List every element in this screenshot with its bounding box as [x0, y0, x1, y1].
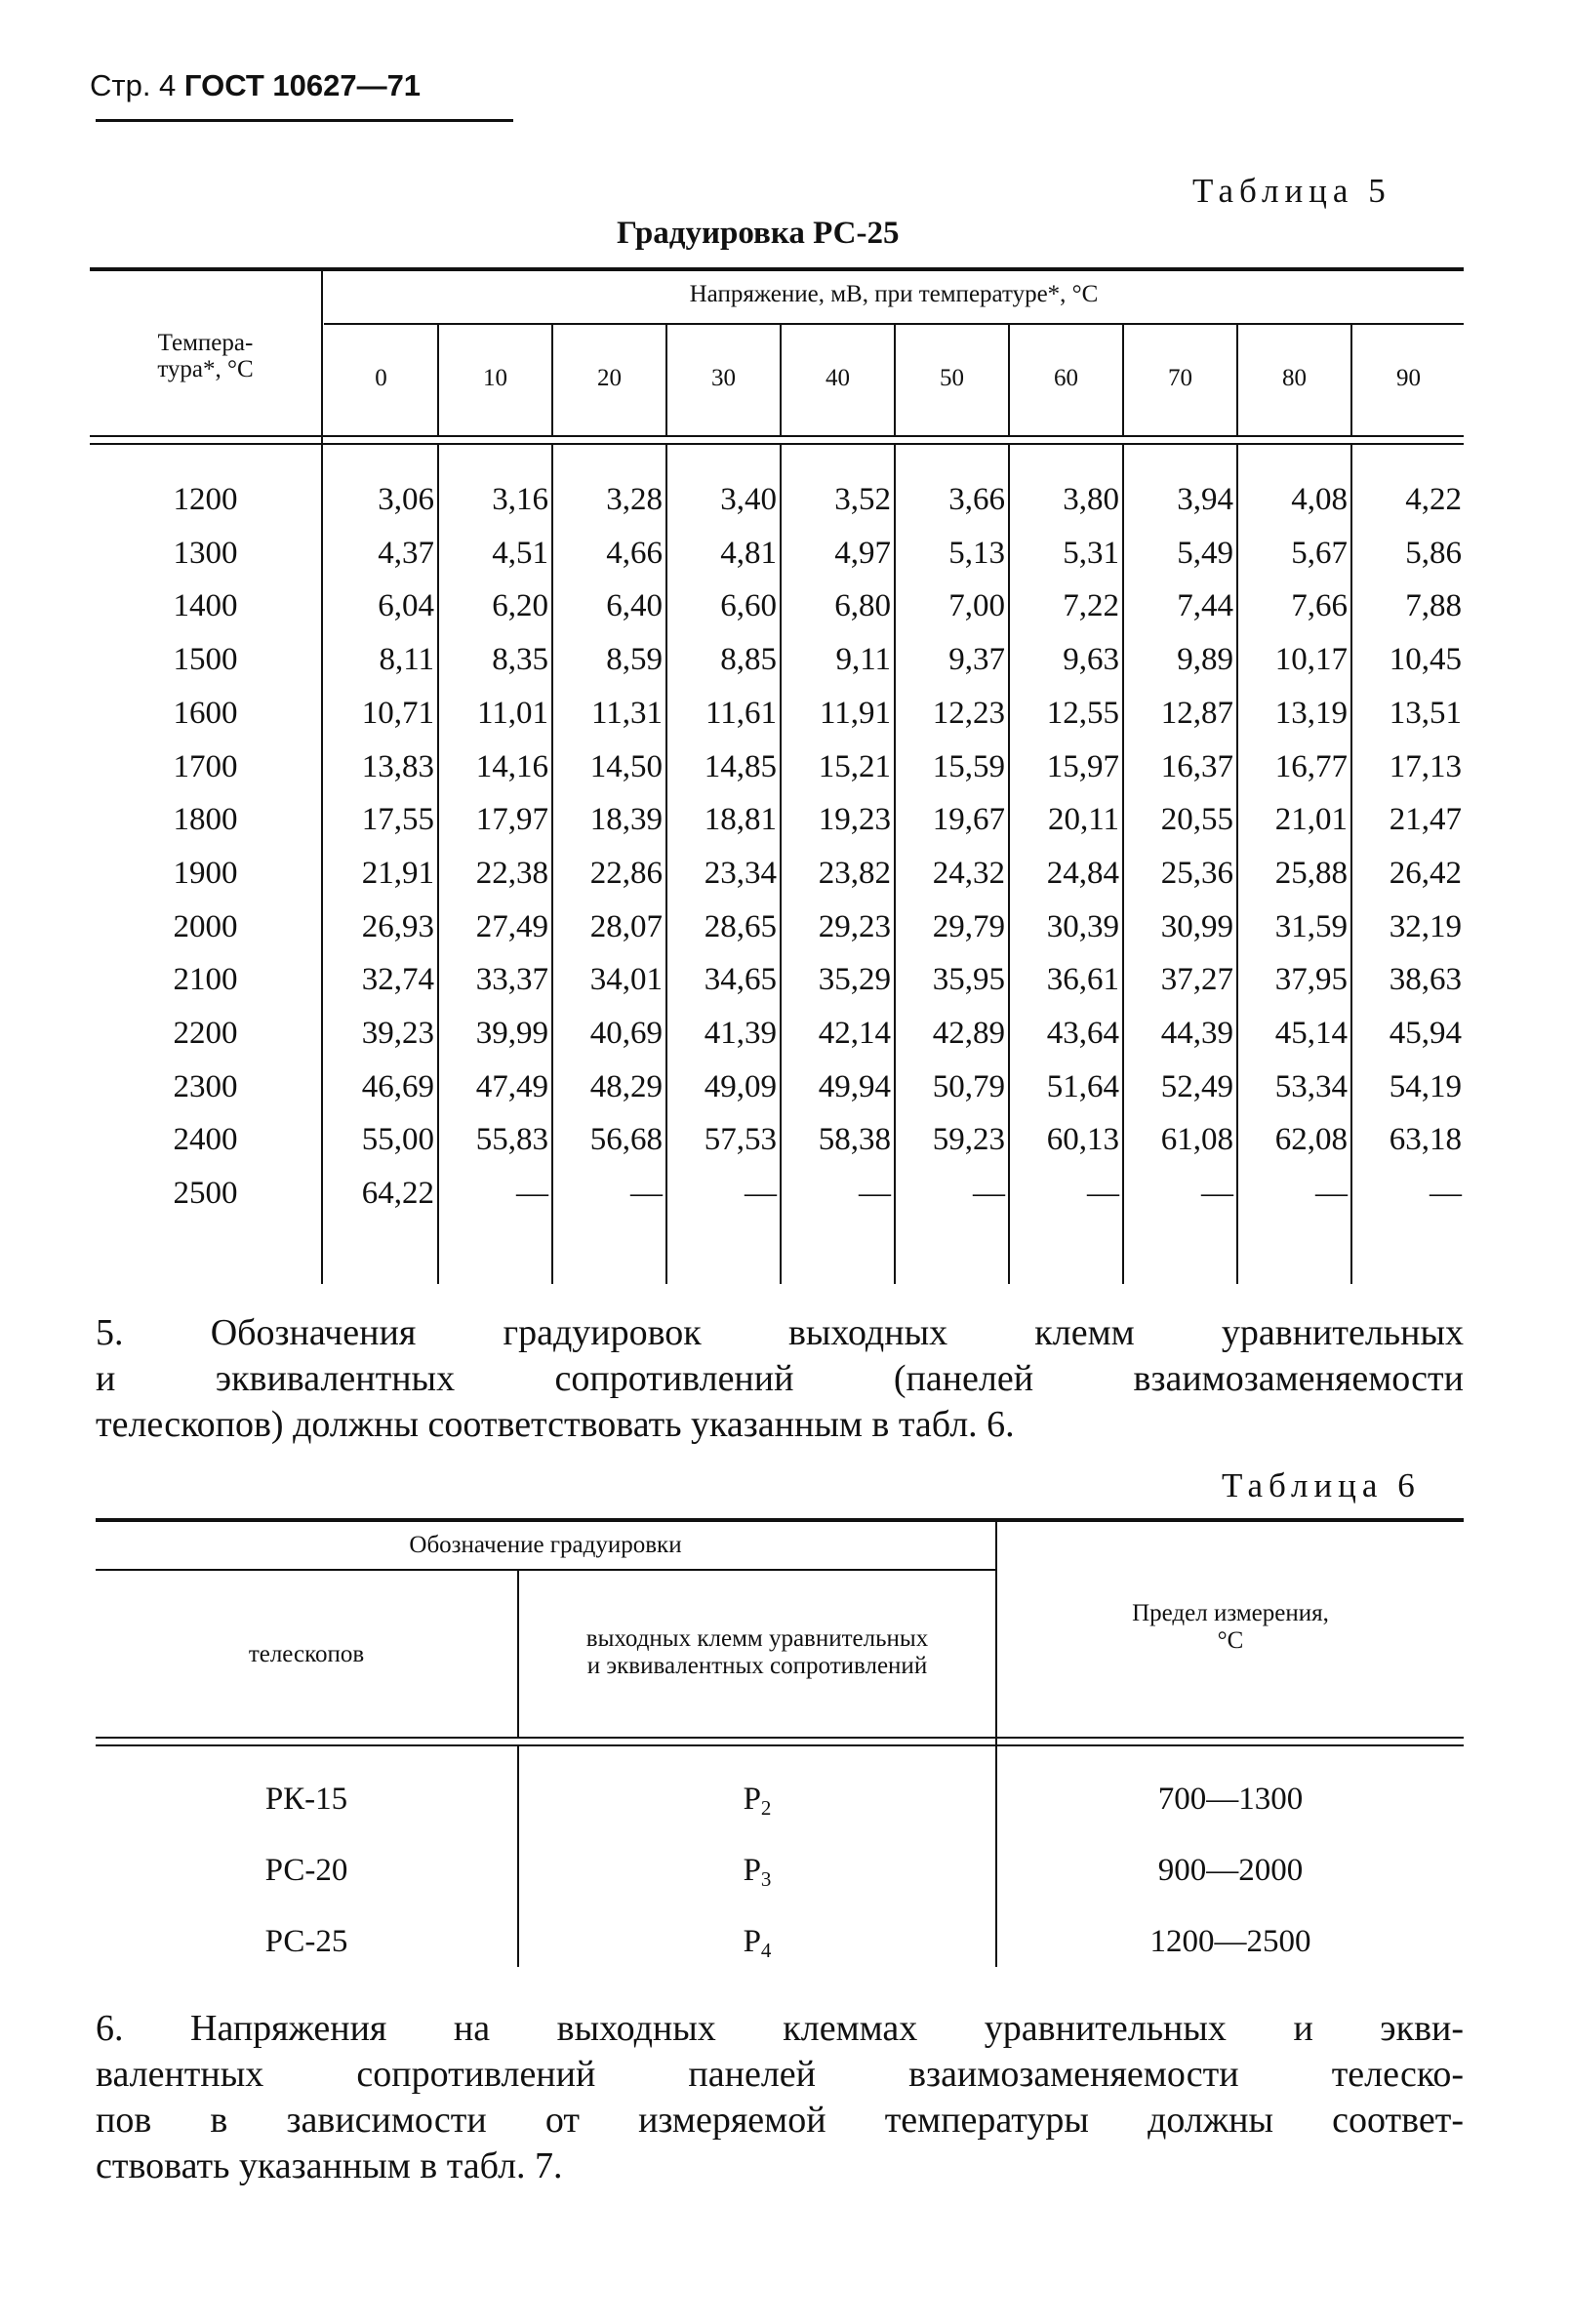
- voltage-cell: 35,95: [932, 962, 1005, 998]
- voltage-cell: 6,80: [834, 588, 891, 624]
- table5-top-rule: [90, 267, 1464, 271]
- voltage-cell: 13,19: [1274, 695, 1348, 731]
- temperature-cell: 1800: [173, 802, 238, 838]
- voltage-cell: 15,21: [818, 748, 891, 784]
- voltage-cell: —: [745, 1176, 777, 1212]
- voltage-cell: 36,61: [1046, 962, 1119, 998]
- voltage-cell: 35,29: [818, 962, 891, 998]
- telescope-cell: РК-15: [264, 1782, 348, 1817]
- voltage-cell: 42,14: [818, 1016, 891, 1051]
- voltage-cell: 14,85: [704, 748, 777, 784]
- voltage-cell: 5,31: [1063, 535, 1119, 571]
- page-header: [90, 68, 421, 103]
- voltage-cell: 14,50: [589, 748, 663, 784]
- voltage-cell: 46,69: [361, 1068, 434, 1104]
- voltage-cell: 24,32: [932, 855, 1005, 891]
- voltage-cell: 21,91: [361, 855, 434, 891]
- temperature-cell: 2200: [173, 1016, 238, 1051]
- paragraph-line: 6. Напряжения на выходных клеммах уравнительных и экви-: [96, 2008, 1464, 2049]
- voltage-cell: 10,17: [1274, 642, 1348, 678]
- voltage-cell: 29,23: [818, 908, 891, 944]
- voltage-cell: 25,36: [1160, 855, 1233, 891]
- voltage-cell: 25,88: [1274, 855, 1348, 891]
- table6-caption: Таблица 6: [1222, 1466, 1421, 1504]
- voltage-cell: —: [973, 1176, 1005, 1212]
- table6-top-rule: [96, 1518, 1464, 1522]
- voltage-cell: 11,91: [819, 695, 891, 731]
- voltage-cell: 50,79: [932, 1068, 1005, 1104]
- paragraph-line: валентных сопротивлений панелей взаимозаменяемости телеско-: [96, 2054, 1464, 2095]
- voltage-cell: 17,13: [1389, 748, 1462, 784]
- voltage-cell: 7,00: [948, 588, 1005, 624]
- temperature-cell: 1600: [173, 695, 238, 731]
- voltage-cell: 51,64: [1046, 1068, 1119, 1104]
- grading-symbol-cell: [519, 1922, 995, 1970]
- voltage-cell: 44,39: [1160, 1016, 1233, 1051]
- voltage-cell: 3,52: [834, 482, 891, 517]
- temperature-cell: 2400: [173, 1122, 238, 1158]
- grading-index: 2: [760, 1796, 772, 1820]
- voltage-cell: 4,37: [378, 535, 434, 571]
- voltage-cell: 45,94: [1389, 1016, 1462, 1051]
- table6-col-terminals: [519, 1625, 995, 1680]
- col-header-line: выходных клемм уравнительных: [585, 1625, 929, 1652]
- voltage-cell: 10,71: [361, 695, 434, 731]
- voltage-cell: 22,38: [475, 855, 548, 891]
- voltage-cell: 59,23: [932, 1122, 1005, 1158]
- voltage-cell: 26,93: [361, 908, 434, 944]
- temperature-cell: 2100: [173, 962, 238, 998]
- table6: [96, 1518, 1464, 1967]
- voltage-cell: 13,51: [1389, 695, 1462, 731]
- table5-super-header: Напряжение, мВ, при температуре*, °С: [689, 281, 1099, 307]
- voltage-cell: 12,87: [1160, 695, 1233, 731]
- voltage-cell: 9,89: [1177, 642, 1233, 678]
- table6-header-double-rule: [96, 1737, 1464, 1739]
- table6-header-double-rule: [96, 1744, 1464, 1746]
- voltage-cell: 33,37: [475, 962, 548, 998]
- voltage-cell: 12,23: [932, 695, 1005, 731]
- voltage-cell: 7,66: [1291, 588, 1348, 624]
- voltage-cell: 40,69: [589, 1016, 663, 1051]
- voltage-cell: 28,07: [589, 908, 663, 944]
- table6-group-rule: [96, 1569, 995, 1571]
- grading-symbol-cell: [519, 1851, 995, 1899]
- voltage-cell: 31,59: [1274, 908, 1348, 944]
- voltage-cell: 3,94: [1177, 482, 1233, 517]
- voltage-cell: 62,08: [1274, 1122, 1348, 1158]
- voltage-cell: 3,66: [948, 482, 1005, 517]
- paragraph-5: [96, 1310, 1464, 1448]
- voltage-cell: 6,40: [606, 588, 663, 624]
- temperature-cell: 1200: [173, 482, 238, 517]
- voltage-cell: 13,83: [361, 748, 434, 784]
- paragraph-6: [96, 2006, 1464, 2189]
- voltage-cell: 16,77: [1274, 748, 1348, 784]
- voltage-cell: 7,44: [1177, 588, 1233, 624]
- col-header-line: и эквивалентных сопротивлений: [586, 1653, 928, 1679]
- voltage-cell: 48,29: [589, 1068, 663, 1104]
- voltage-cell: 5,67: [1291, 535, 1348, 571]
- voltage-cell: 8,11: [379, 642, 434, 678]
- voltage-cell: 39,23: [361, 1016, 434, 1051]
- voltage-cell: 23,34: [704, 855, 777, 891]
- voltage-cell: 14,16: [475, 748, 548, 784]
- voltage-cell: 63,18: [1389, 1122, 1462, 1158]
- voltage-cell: 4,08: [1291, 482, 1348, 517]
- voltage-cell: 5,86: [1405, 535, 1462, 571]
- voltage-cell: 32,74: [361, 962, 434, 998]
- table6-group-header: Обозначение градуировки: [409, 1532, 682, 1558]
- voltage-cell: 10,45: [1389, 642, 1462, 678]
- voltage-cell: 8,35: [492, 642, 548, 678]
- voltage-cell: 4,51: [492, 535, 548, 571]
- voltage-cell: —: [1430, 1176, 1462, 1212]
- paragraph-line: пов в зависимости от измеряемой температуры должны соответ-: [96, 2100, 1464, 2141]
- table6-col-range: [997, 1600, 1464, 1655]
- voltage-cell: 45,14: [1274, 1016, 1348, 1051]
- voltage-cell: —: [859, 1176, 891, 1212]
- voltage-cell: 49,94: [818, 1068, 891, 1104]
- table5-column-header: 30: [711, 365, 736, 391]
- range-cell: 1200—2500: [1149, 1924, 1311, 1959]
- voltage-cell: 9,11: [835, 642, 891, 678]
- voltage-cell: 7,88: [1405, 588, 1462, 624]
- temperature-cell: 2500: [173, 1176, 238, 1212]
- voltage-cell: 20,55: [1160, 802, 1233, 838]
- voltage-cell: 3,80: [1063, 482, 1119, 517]
- voltage-cell: 19,23: [818, 802, 891, 838]
- table5-column-header: 70: [1168, 365, 1192, 391]
- voltage-cell: 22,86: [589, 855, 663, 891]
- grading-letter: Р: [743, 1782, 761, 1817]
- voltage-cell: 42,89: [932, 1016, 1005, 1051]
- voltage-cell: —: [516, 1176, 548, 1212]
- voltage-cell: 60,13: [1046, 1122, 1119, 1158]
- temperature-cell: 2000: [173, 908, 238, 944]
- temperature-cell: 1300: [173, 535, 238, 571]
- telescope-cell: РС-20: [264, 1853, 348, 1888]
- voltage-cell: 24,84: [1046, 855, 1119, 891]
- voltage-cell: 15,59: [932, 748, 1005, 784]
- voltage-cell: 3,06: [378, 482, 434, 517]
- voltage-cell: 16,37: [1160, 748, 1233, 784]
- voltage-cell: 29,79: [932, 908, 1005, 944]
- table5-column-header: 0: [375, 365, 387, 391]
- col-header-line: °С: [1217, 1627, 1244, 1654]
- voltage-cell: 32,19: [1389, 908, 1462, 944]
- voltage-cell: 18,39: [589, 802, 663, 838]
- voltage-cell: 30,99: [1160, 908, 1233, 944]
- temperature-cell: 1500: [173, 642, 238, 678]
- table5-caption: Таблица 5: [1192, 172, 1391, 210]
- grading-index: 3: [760, 1867, 772, 1891]
- voltage-cell: 37,95: [1274, 962, 1348, 998]
- voltage-cell: —: [1315, 1176, 1348, 1212]
- voltage-cell: 34,01: [589, 962, 663, 998]
- voltage-cell: 4,22: [1405, 482, 1462, 517]
- voltage-cell: 11,31: [590, 695, 663, 731]
- voltage-cell: 3,28: [606, 482, 663, 517]
- voltage-cell: 7,22: [1063, 588, 1119, 624]
- voltage-cell: 4,97: [834, 535, 891, 571]
- voltage-cell: 17,97: [475, 802, 548, 838]
- voltage-cell: 5,13: [948, 535, 1005, 571]
- voltage-cell: 38,63: [1389, 962, 1462, 998]
- grading-letter: Р: [743, 1924, 761, 1959]
- voltage-cell: 11,61: [705, 695, 777, 731]
- voltage-cell: 61,08: [1160, 1122, 1233, 1158]
- temperature-cell: 1900: [173, 855, 238, 891]
- table6-column-divider: [995, 1518, 997, 1967]
- voltage-cell: 53,34: [1274, 1068, 1348, 1104]
- voltage-cell: 3,40: [720, 482, 777, 517]
- range-cell: 700—1300: [1157, 1782, 1304, 1817]
- voltage-cell: 4,66: [606, 535, 663, 571]
- table5-column-header: 20: [597, 365, 622, 391]
- grading-index: 4: [760, 1939, 772, 1962]
- voltage-cell: 9,37: [948, 642, 1005, 678]
- voltage-cell: 52,49: [1160, 1068, 1233, 1104]
- voltage-cell: —: [1087, 1176, 1119, 1212]
- voltage-cell: 8,85: [720, 642, 777, 678]
- table5: [90, 267, 1464, 1284]
- voltage-cell: 9,63: [1063, 642, 1119, 678]
- voltage-cell: 58,38: [818, 1122, 891, 1158]
- voltage-cell: 6,04: [378, 588, 434, 624]
- temperature-cell: 1400: [173, 588, 238, 624]
- voltage-cell: 57,53: [704, 1122, 777, 1158]
- voltage-cell: 26,42: [1389, 855, 1462, 891]
- voltage-cell: 23,82: [818, 855, 891, 891]
- voltage-cell: 8,59: [606, 642, 663, 678]
- voltage-cell: 15,97: [1046, 748, 1119, 784]
- paragraph-line: телескопов) должны соответствовать указанным в табл. 6.: [96, 1404, 1015, 1445]
- voltage-cell: 55,83: [475, 1122, 548, 1158]
- voltage-cell: 17,55: [361, 802, 434, 838]
- voltage-cell: 19,67: [932, 802, 1005, 838]
- voltage-cell: 49,09: [704, 1068, 777, 1104]
- temperature-cell: 1700: [173, 748, 238, 784]
- table5-column-header: 80: [1282, 365, 1307, 391]
- voltage-cell: 34,65: [704, 962, 777, 998]
- voltage-cell: 64,22: [361, 1176, 434, 1212]
- table5-header-double-rule: [90, 443, 1464, 445]
- table5-column-header: 40: [826, 365, 850, 391]
- voltage-cell: 30,39: [1046, 908, 1119, 944]
- table5-column-divider: [321, 267, 323, 1284]
- voltage-cell: 47,49: [475, 1068, 548, 1104]
- table5-header-double-rule: [90, 435, 1464, 437]
- voltage-cell: 11,01: [476, 695, 548, 731]
- voltage-cell: 56,68: [589, 1122, 663, 1158]
- grading-symbol-cell: [519, 1780, 995, 1827]
- table5-corner-header: [90, 330, 321, 382]
- corner-header-line: Темпера-: [157, 330, 254, 356]
- paragraph-line: и эквивалентных сопротивлений (панелей взаимозаменяемости: [96, 1358, 1464, 1399]
- voltage-cell: 5,49: [1177, 535, 1233, 571]
- voltage-cell: 6,60: [720, 588, 777, 624]
- voltage-cell: 12,55: [1046, 695, 1119, 731]
- voltage-cell: 21,01: [1274, 802, 1348, 838]
- temperature-cell: 2300: [173, 1068, 238, 1104]
- voltage-cell: 54,19: [1389, 1068, 1462, 1104]
- voltage-cell: 28,65: [704, 908, 777, 944]
- table6-col-telescopes: телескопов: [248, 1641, 365, 1667]
- table5-column-header: 10: [483, 365, 507, 391]
- voltage-cell: 20,11: [1047, 802, 1119, 838]
- standard-number: ГОСТ 10627—71: [183, 68, 422, 102]
- telescope-cell: РС-25: [264, 1924, 348, 1959]
- voltage-cell: 43,64: [1046, 1016, 1119, 1051]
- voltage-cell: 3,16: [492, 482, 548, 517]
- table5-column-header: 60: [1054, 365, 1078, 391]
- voltage-cell: —: [1201, 1176, 1233, 1212]
- voltage-cell: 18,81: [704, 802, 777, 838]
- col-header-line: Предел измерения,: [1132, 1600, 1329, 1626]
- voltage-cell: 21,47: [1389, 802, 1462, 838]
- header-rule: [96, 119, 513, 122]
- table5-column-header: 90: [1396, 365, 1421, 391]
- table5-title: Градуировка РС-25: [617, 216, 900, 251]
- corner-header-line: тура*, °С: [157, 356, 254, 382]
- voltage-cell: 41,39: [704, 1016, 777, 1051]
- paragraph-line: 5. Обозначения градуировок выходных клемм уравнительных: [96, 1312, 1464, 1353]
- voltage-cell: 4,81: [720, 535, 777, 571]
- voltage-cell: 37,27: [1160, 962, 1233, 998]
- voltage-cell: 39,99: [475, 1016, 548, 1051]
- paragraph-line: ствовать указанным в табл. 7.: [96, 2145, 563, 2186]
- voltage-cell: 6,20: [492, 588, 548, 624]
- voltage-cell: 55,00: [361, 1122, 434, 1158]
- voltage-cell: 27,49: [475, 908, 548, 944]
- grading-letter: Р: [743, 1853, 761, 1888]
- page-number: Стр. 4: [90, 68, 177, 102]
- table5-column-header: 50: [940, 365, 964, 391]
- range-cell: 900—2000: [1157, 1853, 1304, 1888]
- voltage-cell: —: [630, 1176, 663, 1212]
